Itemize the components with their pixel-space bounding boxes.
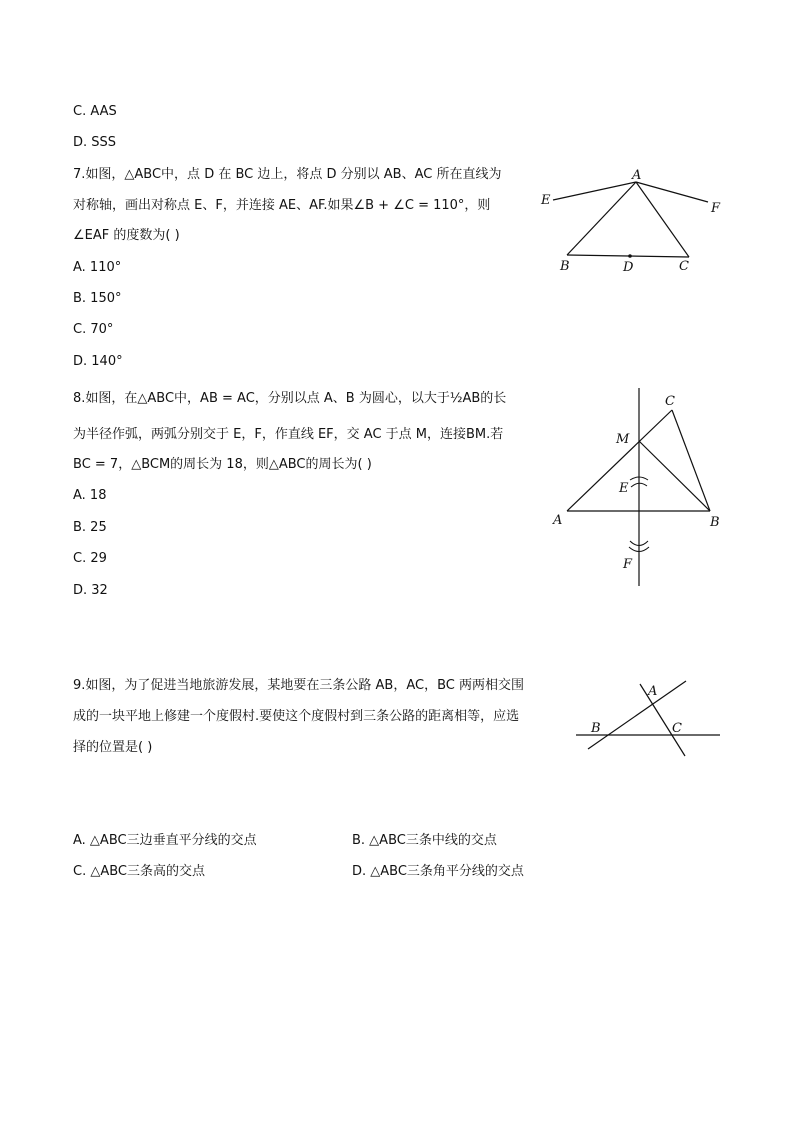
q8-stem-line-1: 8.如图，在△ABC中，AB = AC，分别以点 A、B 为圆心，以大于½AB的长 [73, 391, 507, 406]
q7-label-b: B [560, 259, 570, 274]
q7-label-d: D [623, 260, 634, 275]
q8-segment-bm [639, 441, 710, 511]
q6-option-c: C. AAS [73, 104, 117, 119]
q8-stem-line-3: BC = 7，△BCM的周长为 18，则△ABC的周长为( ) [73, 457, 372, 472]
q7-segment-ab [567, 182, 636, 255]
q7-label-f: F [711, 201, 721, 216]
q7-stem-line-2: 对称轴，画出对称点 E、F，并连接 AE、AF.如果∠B + ∠C = 110°，则 [73, 198, 491, 213]
q7-point-d [628, 254, 632, 258]
q8-label-a: A [553, 513, 563, 528]
q7-label-c: C [679, 259, 689, 274]
q8-label-f: F [623, 557, 633, 572]
q9-option-c: C. △ABC三条高的交点 [73, 864, 205, 879]
q8-stem-line-2: 为半径作弧，两弧分别交于 E，F，作直线 EF，交 AC 于点 M，连接BM.若 [73, 427, 504, 442]
q8-option-b: B. 25 [73, 520, 107, 535]
q8-option-a: A. 18 [73, 488, 107, 503]
q7-stem-line-1: 7.如图，△ABC中，点 D 在 BC 边上，将点 D 分别以 AB、AC 所在直线为 [73, 167, 502, 182]
q9-stem-line-3: 择的位置是( ) [73, 740, 153, 755]
q8-label-b: B [710, 515, 720, 530]
q7-option-c: C. 70° [73, 322, 114, 337]
q9-roads-figure [570, 675, 725, 765]
q9-stem-line-1: 9.如图，为了促进当地旅游发展，某地要在三条公路 AB，AC，BC 两两相交围 [73, 678, 524, 693]
q7-label-e: E [541, 193, 551, 208]
q7-segment-ae [553, 182, 636, 200]
q9-label-c: C [672, 721, 682, 736]
q8-label-e: E [619, 481, 629, 496]
q9-road-ab [588, 681, 686, 749]
q9-option-d: D. △ABC三条角平分线的交点 [352, 864, 524, 879]
q7-stem-line-3: ∠EAF 的度数为( ) [73, 228, 180, 243]
q9-option-a: A. △ABC三边垂直平分线的交点 [73, 833, 257, 848]
q7-segment-bc [567, 255, 689, 257]
q7-triangle-figure [535, 165, 725, 280]
q8-label-c: C [665, 394, 675, 409]
q7-segment-af [636, 182, 708, 202]
q9-label-a: A [648, 684, 658, 699]
q7-label-a: A [632, 168, 642, 183]
q9-option-b: B. △ABC三条中线的交点 [352, 833, 497, 848]
q9-label-b: B [591, 721, 601, 736]
q8-label-m: M [616, 432, 630, 447]
q8-segment-bc [672, 410, 710, 511]
q7-option-a: A. 110° [73, 260, 122, 275]
q9-stem-line-2: 成的一块平地上修建一个度假村.要使这个度假村到三条公路的距离相等，应选 [73, 709, 520, 724]
q7-option-b: B. 150° [73, 291, 122, 306]
q7-segment-ac [636, 182, 689, 257]
q8-option-d: D. 32 [73, 583, 108, 598]
q9-road-ac [640, 684, 685, 756]
q7-option-d: D. 140° [73, 354, 123, 369]
q8-triangle-figure [545, 385, 725, 590]
q6-option-d: D. SSS [73, 135, 117, 150]
q8-option-c: C. 29 [73, 551, 107, 566]
